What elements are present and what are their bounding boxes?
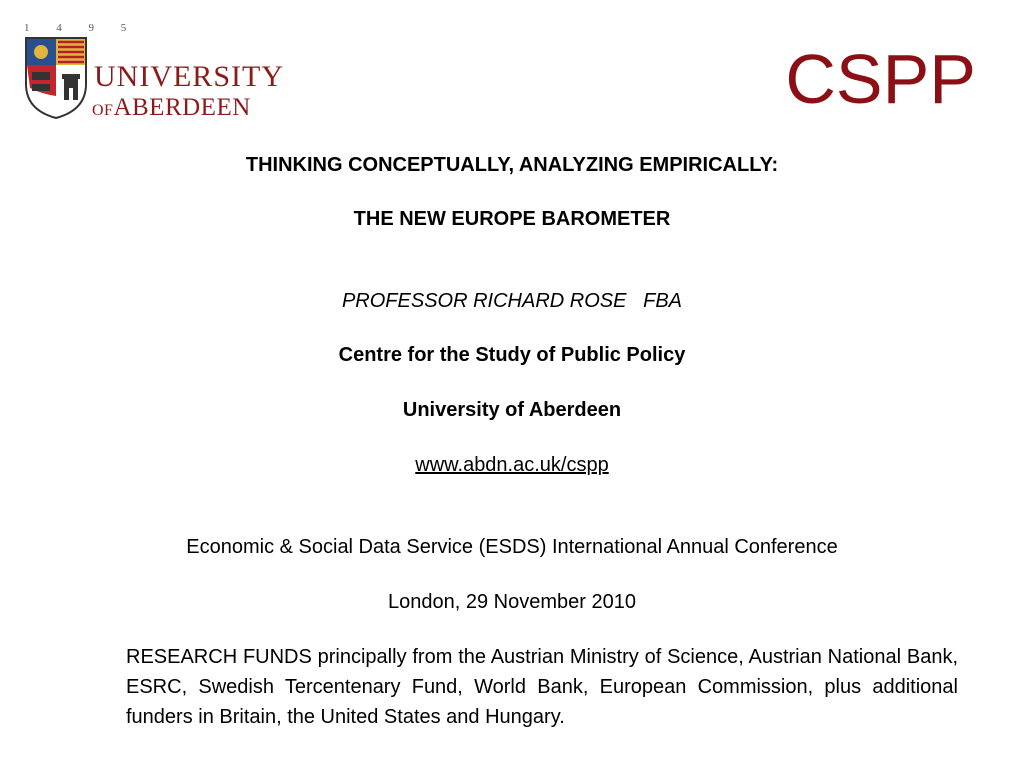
logo-aberdeen-text bbox=[92, 94, 251, 122]
logo-university-text: UNIVERSITY bbox=[94, 60, 284, 93]
title-line2: THE NEW EUROPE BAROMETER bbox=[353, 208, 671, 230]
centre-name: Centre for the Study of Public Policy bbox=[338, 344, 686, 366]
title-line1: THINKING CONCEPTUALLY, ANALYZING EMPIRICALLY: bbox=[245, 154, 779, 176]
logo-years: 1 4 9 5 bbox=[24, 22, 139, 34]
university-name: University of Aberdeen bbox=[402, 399, 622, 421]
website-link-row bbox=[0, 454, 1024, 477]
conference-name: Economic & Social Data Service (ESDS) International Annual Conference bbox=[186, 536, 838, 558]
location-date: London, 29 November 2010 bbox=[388, 591, 636, 613]
university-logo bbox=[22, 22, 288, 122]
logo-of-text: OF bbox=[92, 102, 114, 119]
research-funds-text: RESEARCH FUNDS principally from the Austrian Ministry of Science, Austrian National Bank, ESRC, Swedish Tercentenary Fund, World Bank, European Commission, plus additional funders in Britain, the United States and Hungary. bbox=[126, 646, 958, 728]
cspp-heading: CSPP bbox=[785, 40, 976, 118]
website-link[interactable]: www.abdn.ac.uk/cspp bbox=[415, 454, 609, 476]
shield-icon bbox=[24, 36, 88, 120]
author: PROFESSOR RICHARD ROSE FBA bbox=[341, 290, 683, 312]
logo-aberdeen-name: ABERDEEN bbox=[113, 94, 251, 121]
